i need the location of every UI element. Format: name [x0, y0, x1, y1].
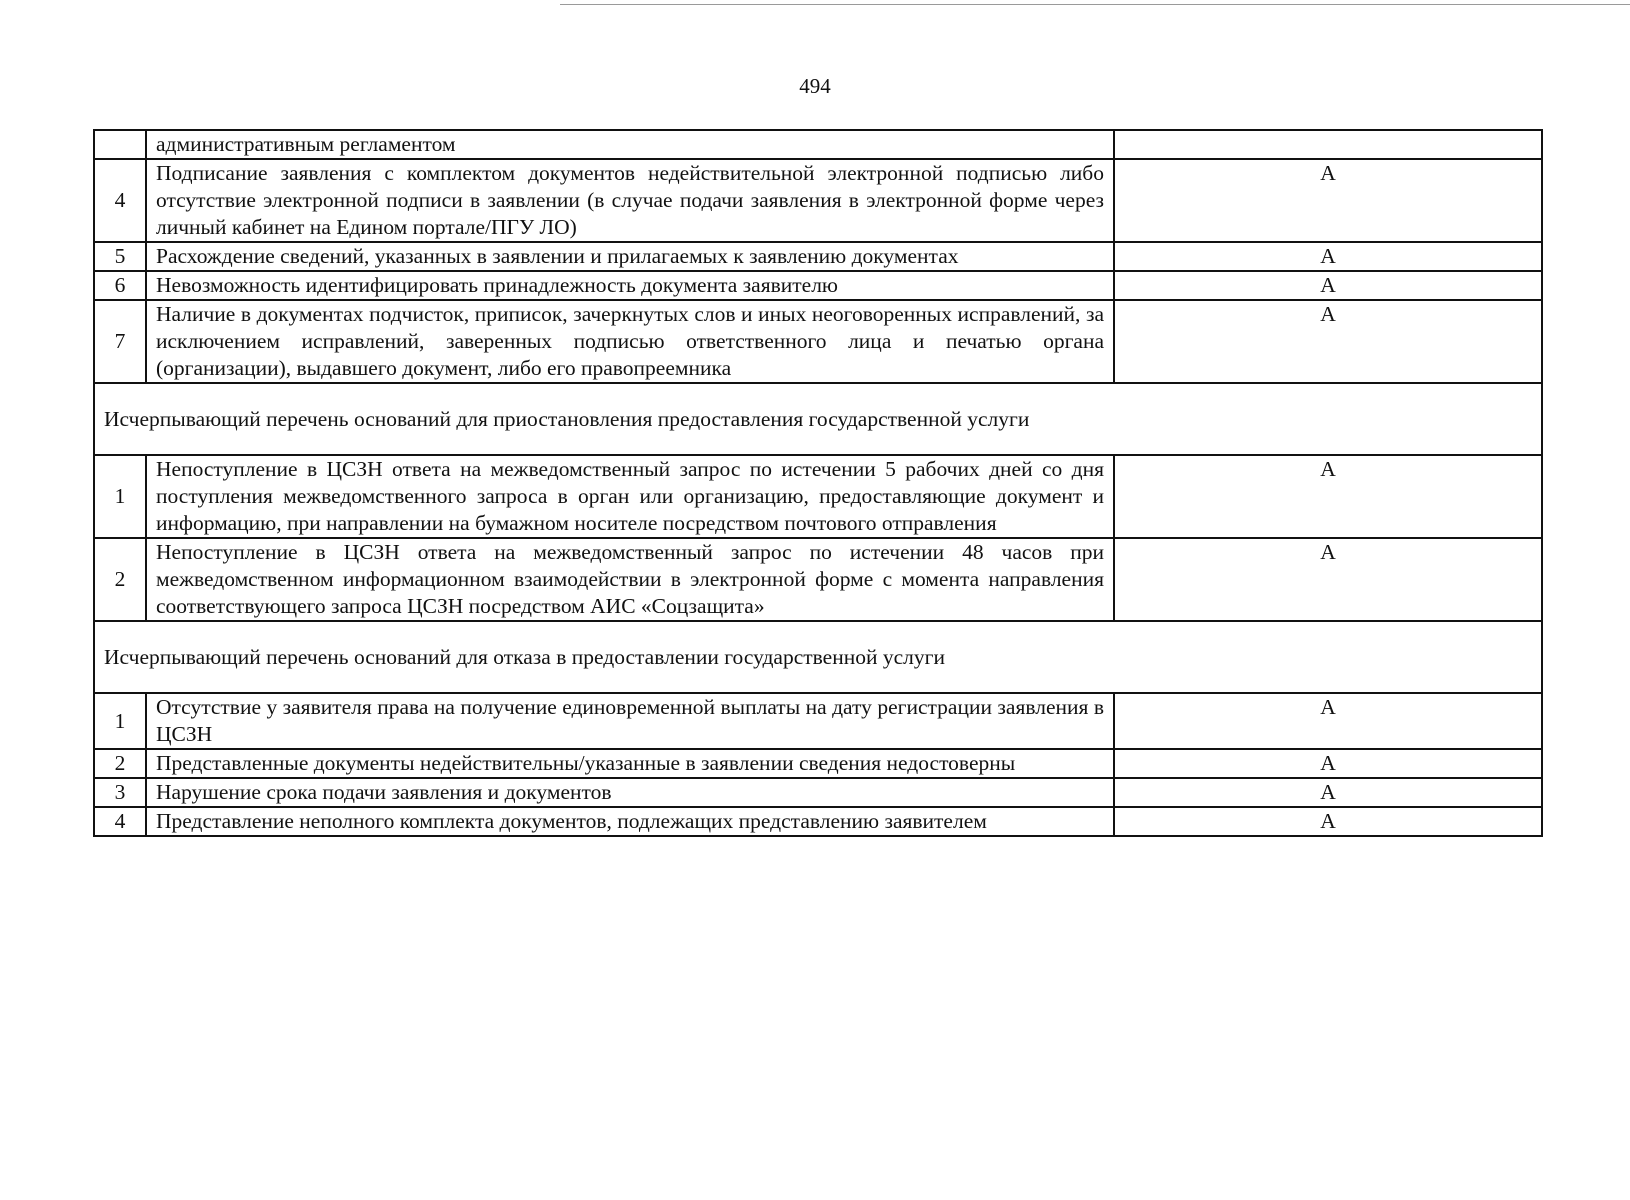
row-number: 1: [94, 455, 146, 538]
row-number: 7: [94, 300, 146, 383]
row-code: А: [1114, 749, 1542, 778]
row-code: А: [1114, 300, 1542, 383]
row-code: А: [1114, 159, 1542, 242]
table-row: [94, 749, 1542, 778]
row-number: 3: [94, 778, 146, 807]
row-text: Отсутствие у заявителя права на получение единовременной выплаты на дату регистрации заявления в ЦСЗН: [146, 693, 1114, 749]
row-text: Непоступление в ЦСЗН ответа на межведомственный запрос по истечении 48 часов при межведомственном информационном взаимодействии в электронной форме с момента направления соответствующего запроса ЦСЗН посредством АИС «Соцзащита»: [146, 538, 1114, 621]
row-text: Наличие в документах подчисток, приписок, зачеркнутых слов и иных неоговоренных исправлений, за исключением исправлений, заверенных подписью ответственного лица и печатью органа (организации), выдавшего документ, либо его правопреемника: [146, 300, 1114, 383]
row-code: А: [1114, 807, 1542, 836]
refusal-heading: Исчерпывающий перечень оснований для отказа в предоставлении государственной услуги: [94, 621, 1542, 693]
row-code: А: [1114, 778, 1542, 807]
table-row: [94, 242, 1542, 271]
row-text: Невозможность идентифицировать принадлежность документа заявителю: [146, 271, 1114, 300]
row-text: административным регламентом: [146, 130, 1114, 159]
row-text: Подписание заявления с комплектом документов недействительной электронной подписью либо отсутствие электронной подписи в заявлении (в случае подачи заявления в электронной форме через личный кабинет на Едином портале/ПГУ ЛО): [146, 159, 1114, 242]
row-code: А: [1114, 455, 1542, 538]
row-number: 2: [94, 538, 146, 621]
row-number: 5: [94, 242, 146, 271]
row-number: [94, 130, 146, 159]
table-row: [94, 130, 1542, 159]
row-number: 4: [94, 807, 146, 836]
row-text: Нарушение срока подачи заявления и документов: [146, 778, 1114, 807]
table-row: [94, 300, 1542, 383]
row-code: А: [1114, 271, 1542, 300]
scan-edge-line: [560, 4, 1630, 5]
section-heading-row: [94, 621, 1542, 693]
grounds-table: [93, 129, 1543, 837]
row-number: 6: [94, 271, 146, 300]
row-text: Представленные документы недействительны/указанные в заявлении сведения недостоверны: [146, 749, 1114, 778]
table-row: [94, 455, 1542, 538]
table-row: [94, 778, 1542, 807]
row-number: 1: [94, 693, 146, 749]
table-row: [94, 159, 1542, 242]
row-code: А: [1114, 693, 1542, 749]
row-text: Представление неполного комплекта документов, подлежащих представлению заявителем: [146, 807, 1114, 836]
table-row: [94, 807, 1542, 836]
section-heading-row: [94, 383, 1542, 455]
row-code: А: [1114, 242, 1542, 271]
page-number: 494: [799, 74, 831, 98]
row-code: [1114, 130, 1542, 159]
row-text: Расхождение сведений, указанных в заявлении и прилагаемых к заявлению документах: [146, 242, 1114, 271]
row-number: 4: [94, 159, 146, 242]
row-number: 2: [94, 749, 146, 778]
row-code: А: [1114, 538, 1542, 621]
suspension-heading: Исчерпывающий перечень оснований для приостановления предоставления государственной услуги: [94, 383, 1542, 455]
table-row: [94, 538, 1542, 621]
table-row: [94, 693, 1542, 749]
table-row: [94, 271, 1542, 300]
row-text: Непоступление в ЦСЗН ответа на межведомственный запрос по истечении 5 рабочих дней со дня поступления межведомственного запроса в орган или организацию, предоставляющие документ и информацию, при направлении на бумажном носителе посредством почтового отправления: [146, 455, 1114, 538]
